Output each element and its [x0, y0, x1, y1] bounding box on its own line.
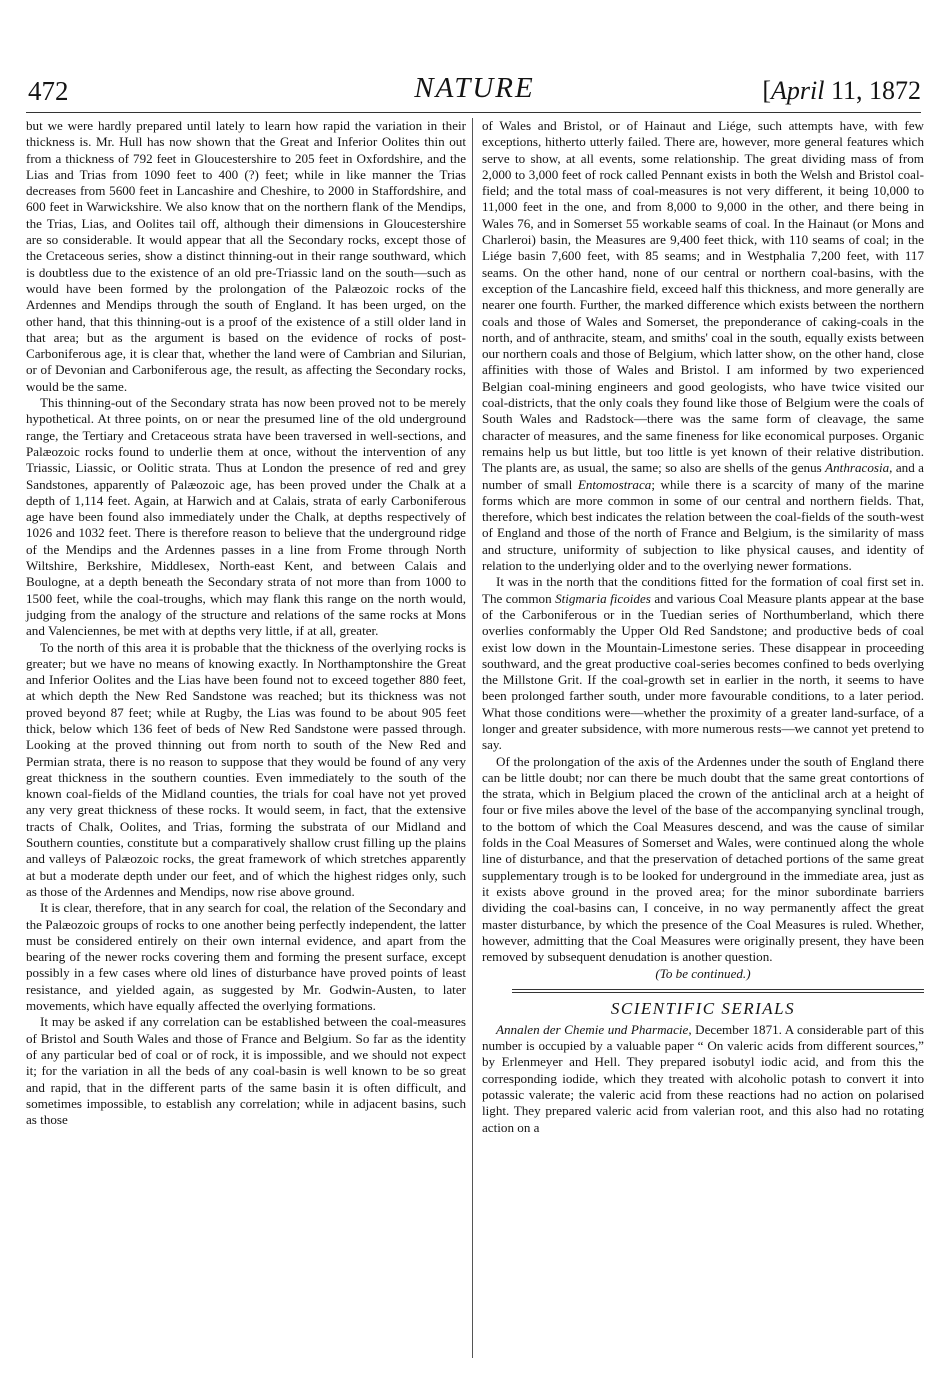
genus-name: Anthracosia	[825, 460, 890, 476]
section-rule	[512, 989, 924, 993]
date-rest: 11, 1872	[824, 76, 921, 105]
paragraph: This thinning-out of the Secondary strata has now been proved not to be merely hypothetical. At three points, on or near the presumed line of the old underground range, the Tertiary and Cretaceous strata have been traversed in well-sections, and Palæozoic rocks found to underlie them at once, without the intervention of any Triassic, Liassic, or Oolitic strata. Thus at London the presence of red and grey Sandstones, apparently of Palæozoic age, has been proved under the Chalk at a depth of 1,114 feet. Again, at Harwich and at Calais, strata of early Carboniferous age have been found also immediately under the Chalk, at depths respectively of 1026 and 1032 feet. There is therefore reason to believe that the underground ridge of the Mendips and the Ardennes passes in a line from Frome through North Wiltshire, Berkshire, Middlesex, North-east Kent, and between Calais and Boulogne, at a depth beneath the Secondary strata of not more than from 1000 to 1500 feet, while the coal-troughs, which may flank this range on the north would, judging from the analogy of the structure and relations of the same rocks at Mons and Valenciennes, be met with at depths very little, if at all, greater.	[26, 395, 466, 639]
serial-title: Annalen der Chemie und Pharmacie	[496, 1021, 689, 1037]
species-name: Stigmaria ficoides	[555, 590, 651, 606]
left-column	[26, 118, 466, 1128]
paragraph: It is clear, therefore, that in any search for coal, the relation of the Secondary and the Palæozoic groups of rocks to one another being perfectly independent, the latter must be considered entirely on their own internal evidence, and apart from the bearing of the newer rocks covering them and forming the present surface, except possibly in a few cases where old lines of disturbance have proved points of least resistance, and yielded again, as suggested by Mr. Godwin-Austen, to later movements, which have equally affected the overlying formations.	[26, 900, 466, 1014]
continued-note: (To be continued.)	[655, 966, 751, 982]
text-run: and various Coal Measure plants appear at the base of the Carboniferous or in the Tuedian series of Northumberland, which there overlies conformably the Upper Old Red Sandstone; and productive beds of coal exist low down in the Mountain-Limestone series. These disappear in proceeding southward, and the great productive coal-series becomes confined to beds overlying the Millstone Grit. If the coal-growth set in earlier in the north, it seems to have been prolonged farther south, under more favourable conditions, to a later period. What those conditions were—whether the proximity of a greater land-surface, of a longer and greater subsidence, with more numerous rests—we cannot yet pretend to say.	[482, 590, 924, 753]
paragraph: but we were hardly prepared until lately to learn how rapid the variation in their thickness is. Mr. Hull has now shown that the Great and Inferior Oolites thin out from a thickness of 792 feet in Gloucestershire to 205 feet in Oxfordshire, and the Lias and Trias from 1090 feet to 400 (?) feet; while in like manner the Trias decreases from 5600 feet in Lancashire and Cheshire, to 2000 in Staffordshire, and 600 feet in Warwickshire. We also know that on the northern flank of the Mendips, the Trias, Lias, and Oolites tail off, although their dimensions in Gloucestershire are so considerable. It would appear that all the Secondary rocks, except those of the Cretaceous series, show a distinct thinning-out in their range southward, which is doubtless due to the existence of an old pre-Triassic land on the south—such as would have been formed by the prolongation of the Palæozoic rocks of the Ardennes and Mendips through the south of England. It has been urged, on the other hand, that this thinning-out is a proof of the existence of a still older land in that area; but as the argument is based on the evidence of rocks of post-Carboniferous age, it is clear that, whether the land were of Cambrian and Silurian, or of Devonian and Carboniferous age, the result, as affecting the Secondary rocks, would be the same.	[26, 118, 466, 394]
right-column	[482, 118, 924, 1136]
genus-name: Entomostraca	[577, 476, 652, 492]
paragraph	[482, 118, 924, 574]
paragraph: It may be asked if any correlation can be established between the coal-measures of Bristol and South Wales and those of France and Belgium. So far as the identity of any particular bed of coal or of rock, it is impossible, and we should not expect it; for the variation in all the beds of any coal-basin is well known to be so great and rapid, that in the different parts of the same basin it is often difficult, and sometimes impossible, to establish any correlation; while in adjacent basins, such as those	[26, 1014, 466, 1128]
paragraph	[482, 574, 924, 753]
text-run: of Wales and Bristol, or of Hainaut and Liége, such attempts have, with few exceptions, hitherto utterly failed. There are, however, more general features which serve to show, at all events, some relationship. The great dividing mass of from 2,000 to 3,000 feet of rock called Pennant exists in both the Welsh and Bristol coal-field; and the total mass of coal-measures is not very different, it being 10,000 to 11,000 feet in the one, and from 8,000 to 9,000 in the other, and there being in Wales 76, and in Somerset 55 workable seams of coal. In the Hainaut (or Mons and Charleroi) basin, the Measures are 9,400 feet thick, with 110 seams of coal; in the Liége basin 7,600 feet, with 85 seams; and in Westphalia 7,200 feet, with 117 seams. On the other hand, none of our central or northern coal-basins, with the exception of the Lancashire field, exceed half this thickness, and more generally are nearer one fourth. Further, the marked difference which exists between the northern coals and those of Wales and Somerset, the preponderance of caking-coals in the north, and of anthracite, steam, and smiths' coal in the south, equally exists between our northern coals and those of Belgium, which latter show, on the other hand, close affinities with those of Wales and Bristol. I am informed by two experienced Belgian coal-mining engineers and good geologists, who have twice visited our coal-districts, that the only coals they found like those of Belgium were the coals of South Wales and Radstock—there was the same form of cleavage, the same character of measures, and the same fineness for like economical purposes. Organic remains help us but little, but too little is yet known of their relative distribution. The plants are, as usual, the same; so also are shells of the genus	[482, 118, 924, 476]
column-divider	[472, 118, 473, 1358]
paragraph: Of the prolongation of the axis of the Ardennes under the south of England there can be little doubt; nor can there be much doubt that the same great contortions of the strata, which in Belgium placed the crown of the anticlinal arch at a height of four or five miles above the level of the base of the accompanying synclinal trough, to the bottom of which the Coal Measures descend, and was the cause of similar folds in the Coal Measures of Somerset and Wales, were continued along the whole line of disturbance, and that the preservation of detached portions of the same great supplementary trough is to be looked for underground in the immediate area, just as it exists above ground in the proved area; for the minor subordinate barriers dividing the coal-basins can, I conceive, in no way permanently affect the great master disturbance, by which the presence of the Coal Measures is ruled. Whether, however, admitting that the Coal Measures were originally present, they have been removed by subsequent denudation is another question.	[482, 753, 924, 965]
issue-date	[762, 76, 921, 106]
paragraph: To the north of this area it is probable that the thickness of the overlying rocks is greater; but we have no means of knowing exactly. In Northamptonshire the Great and Inferior Oolites and the Lias have been found not to exceed together 880 feet, at which depth the New Red Sandstone was reached; but its thickness was not proved beyond 87 feet; while at Rugby, the Lias was found to be about 905 feet thick, below which 136 feet of beds of New Red Sandstone were passed through. Looking at the proved thinning out from north to south of the New Red and Permian strata, there is no reason to suppose that they would be found of any very great thickness in the southern counties. Even immediately to the south of the known coal-fields of the Midland counties, the trials for coal have not yet proved any very great thickness of these rocks. It would seem, in fact, that the extensive tracts of Chalk, Oolites, and Trias, forming the substrata of our Midland and Southern counties, constitute but a comparatively shallow crust filling up the plains and valleys of Palæozoic rocks, the great framework of which stretches apparently at but a moderate depth under our feet, and of which the highest ridges only, such as those of the Ardennes and Mendips, now rise above ground.	[26, 639, 466, 899]
page-header	[28, 68, 921, 108]
header-rule	[26, 112, 921, 113]
section-heading: SCIENTIFIC SERIALS	[610, 998, 796, 1018]
text-run: It was in the north that the conditions fitted for the formation of coal first set in. The common	[482, 574, 924, 606]
text-run: ; while there is a scarcity of many of the marine forms which are more common in some of our central and northern fields. That, therefore, which best indicates the relation between the coal-fields of the south-west of England and those of the north of France and Belgium, is the similarity of mass and structure, uniformity of subjection to like physical causes, and identity of relation to the underlying older and to the overlying newer formations.	[482, 476, 924, 574]
journal-title: NATURE	[414, 72, 535, 104]
date-month: April	[771, 76, 825, 105]
text-run: , and a number of small	[482, 460, 924, 492]
page-number: 472	[28, 76, 69, 106]
text-run: , December 1871. A considerable part of this number is occupied by a valuable paper “ On valeric acids from different sources,” by Erlenmeyer and Hell. They prepared isobutyl iodic acid, and from this the corresponding iodide, which they treated with alcoholic potash to convert it into potassic valerate; the valeric acid from these reactions had no action on polarised light. They prepared valeric acid from valerian root, and this also had no rotating action on a	[482, 1021, 924, 1135]
paragraph	[482, 1022, 924, 1136]
date-bracket: [	[762, 76, 771, 105]
